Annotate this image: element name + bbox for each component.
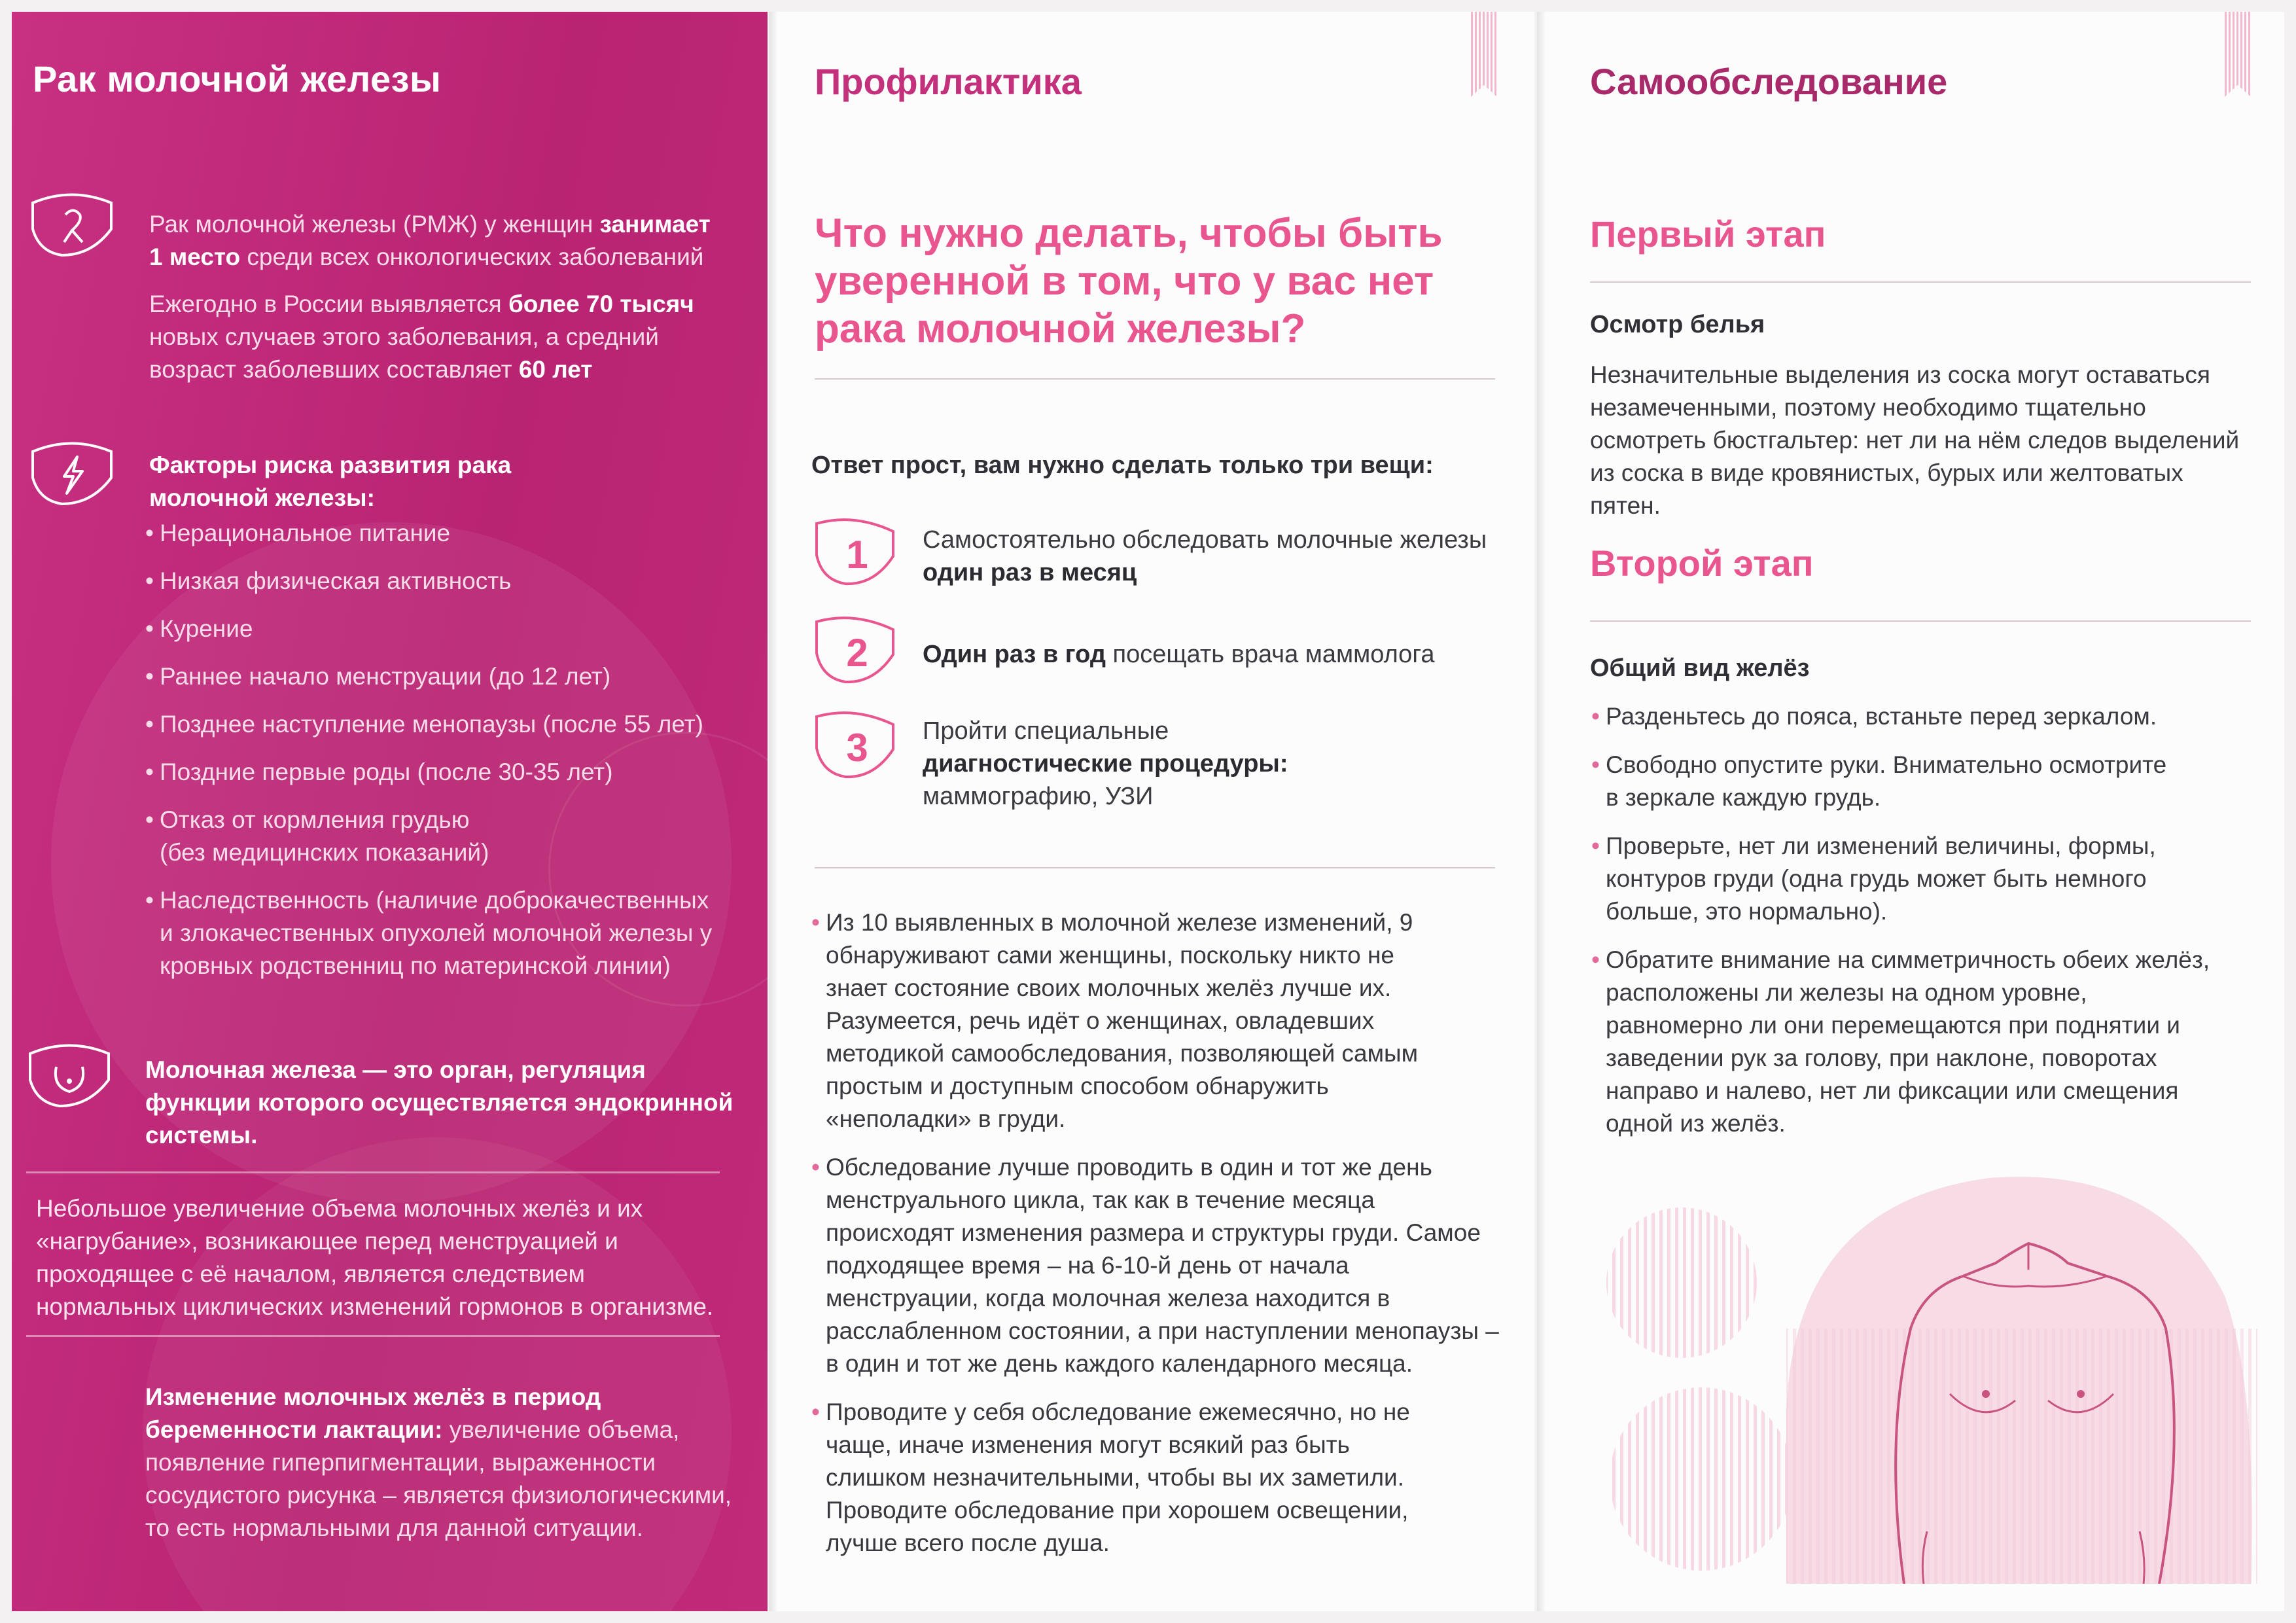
list-item: • Раннее начало менструации (до 12 лет): [145, 660, 734, 693]
list-item: • Отказ от кормления грудью (без медицинских показаний): [145, 804, 512, 869]
list-item: • Поздние первые роды (после 30-35 лет): [145, 756, 734, 789]
list-item: • Курение: [145, 613, 734, 645]
bookmark-ribbon-icon: [1471, 12, 1497, 97]
list-item: • Обследование лучше проводить в один и тот же день менструального цикла, так как в течение месяца происходят изменения размера и структуры груди. Самое подходящее время – на 6-10-й день от начала менструации, когда молочная железа находится в расслабленном состоянии, а при наступлении менопаузы – в один и тот же день каждого календарного месяца.: [811, 1151, 1505, 1380]
breast-icon: [24, 1041, 115, 1113]
prevention-title: Профилактика: [815, 61, 1082, 102]
bookmark-ribbon-icon: [2225, 12, 2251, 97]
step-2-badge: [811, 615, 896, 687]
divider: [1590, 281, 2251, 283]
step-3-text: Пройти специальные диагностические процедуры: маммографию, УЗИ: [923, 717, 1288, 810]
list-item: • Проверьте, нет ли изменений величины, формы, контуров груди (одна грудь может быть немного больше, это нормально).: [1591, 830, 2246, 928]
svg-text:3: 3: [846, 726, 868, 770]
left-title: Рак молочной железы: [33, 58, 442, 99]
stage-1-title: Первый этап: [1590, 213, 1826, 255]
prevention-question: Что нужно делать, чтобы быть уверенной в том, что у вас нет рака молочной железы?: [815, 211, 1443, 351]
divider: [26, 1335, 720, 1337]
list-item: • Наследственность (наличие доброкачественных и злокачественных опухолей молочной железы у кровных родственниц по материнской линии): [145, 884, 721, 982]
self-exam-title: Самообследование: [1590, 61, 1948, 102]
lactation-text: Изменение молочных желёз в период беременности лактации: увеличение объема, появление гиперпигментации, выраженности сосудистого рисунка – является физиологическими, то есть нормальными для данной ситуации.: [145, 1383, 732, 1541]
stage-1-subheading: Осмотр белья: [1590, 311, 1765, 338]
stage-2-subheading: Общий вид желёз: [1590, 654, 1810, 682]
list-item: • Разденьтесь до пояса, встаньте перед зеркалом.: [1591, 700, 2246, 733]
stage-1-text: Незначительные выделения из соска могут оставаться незамеченными, поэтому необходимо тщательно осмотреть бюстгальтер: нет ли на нём следов выделений из соска в виде кровянистых, бурых или желтоватых пятен.: [1590, 361, 2240, 519]
ribbon-icon: [26, 190, 118, 262]
stage-2-list: [1591, 700, 2246, 1156]
list-item: • Обратите внимание на симметричность обеих желёз, расположены ли железы на одном уровне, равномерно ли они перемещаются при поднятии и заведении рук за голову, при наклоне, поворотах направо и налево, нет ли фиксации или смещения одной из желёз.: [1591, 944, 2219, 1140]
intro-paragraph-1: Рак молочной железы (РМЖ) у женщин занимает 1 место среди всех онкологических заболеваний: [149, 211, 711, 270]
divider: [815, 378, 1495, 380]
list-item: • Низкая физическая активность: [145, 565, 734, 597]
risk-factor-list: [145, 517, 734, 997]
step-1-badge: [811, 517, 896, 589]
list-item: • Из 10 выявленных в молочной железе изменений, 9 обнаруживают сами женщины, поскольку никто не знает состояние своих молочных желёз лучше их. Разумеется, речь идёт о женщинах, овладевших методикой самообследования, позволяющей самым простым и доступным способом обнаружить «неполадки» в груди.: [811, 906, 1439, 1135]
fold-shadow: [769, 12, 778, 1611]
risk-heading: Факторы риска развития рака молочной железы:: [149, 452, 512, 511]
divider: [815, 867, 1495, 868]
cyclic-changes-text: Небольшое увеличение объема молочных желёз и их «нагрубание», возникающее перед менструацией и проходящее с её началом, является следствием нормальных циклических изменений гормонов в организме.: [36, 1195, 714, 1320]
intro-paragraph-2: Ежегодно в России выявляется более 70 тысяч новых случаев этого заболевания, а средний возраст заболевших составляет 60 лет: [149, 291, 694, 383]
fold-shadow: [1537, 12, 1546, 1611]
step-1-text: Самостоятельно обследовать молочные железы один раз в месяц: [923, 526, 1487, 586]
divider: [26, 1171, 720, 1173]
lightning-icon: [26, 438, 118, 510]
list-item: • Нерациональное питание: [145, 517, 734, 550]
list-item: • Свободно опустите руки. Внимательно осмотрите в зеркале каждую грудь.: [1591, 749, 2180, 814]
divider: [1590, 620, 2251, 622]
step-3-badge: [811, 710, 896, 782]
svg-text:2: 2: [846, 631, 868, 675]
examination-notes: [811, 906, 1505, 1575]
organ-statement: Молочная железа — это орган, регуляция функции которого осуществляется эндокринной системы.: [145, 1056, 733, 1149]
torso-illustration: [1597, 1165, 2257, 1584]
answer-heading: Ответ прост, вам нужно сделать только три вещи:: [811, 452, 1434, 479]
svg-text:1: 1: [846, 533, 868, 577]
list-item: • Проводите у себя обследование ежемесячно, но не чаще, иначе изменения могут всякий раз быть слишком незначительными, чтобы вы их заметили. Проводите обследование при хорошем освещении, лучше всего после душа.: [811, 1396, 1426, 1560]
stage-2-title: Второй этап: [1590, 543, 1814, 584]
step-2-text: Один раз в год посещать врача маммолога: [923, 641, 1435, 668]
list-item: • Позднее наступление менопаузы (после 55 лет): [145, 708, 734, 741]
